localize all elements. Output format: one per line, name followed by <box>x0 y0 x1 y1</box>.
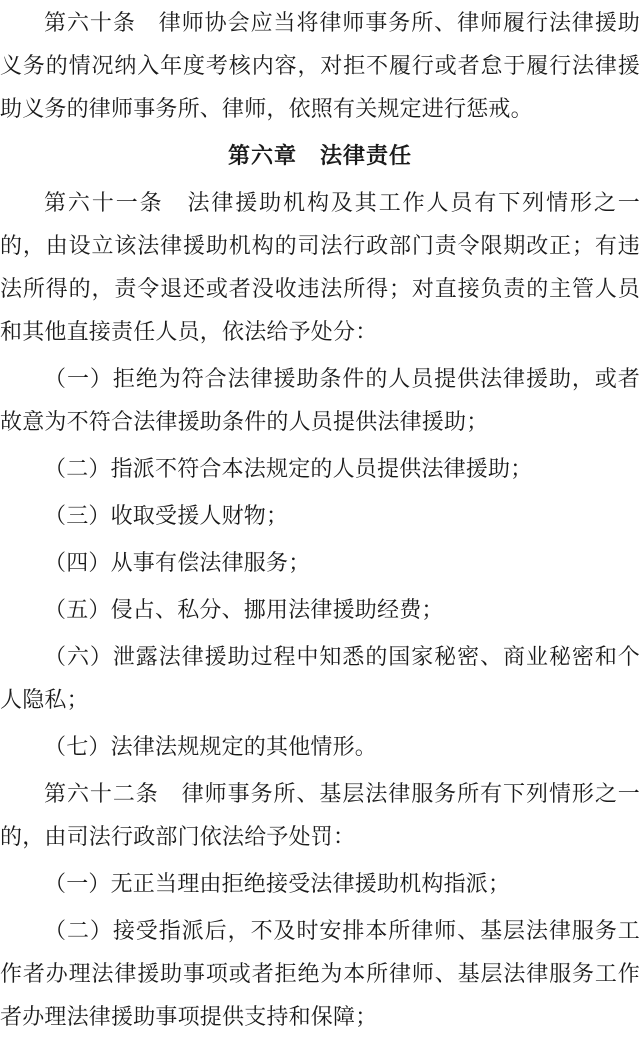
article-62-line-2: 的，由司法行政部门依法给予处罚： <box>0 825 356 850</box>
article-61-item-5: （五）侵占、私分、挪用法律援助经费； <box>44 598 444 623</box>
article-61-item-7: （七）法律法规规定的其他情形。 <box>44 735 378 760</box>
article-62-line-1: 第六十二条 律师事务所、基层法律服务所有下列情形之一 <box>44 782 640 807</box>
article-61-item-6-line-1: （六）泄露法律援助过程中知悉的国家秘密、商业秘密和个 <box>44 645 640 670</box>
article-60-line-1: 第六十条 律师协会应当将律师事务所、律师履行法律援助 <box>44 11 640 36</box>
article-61-item-1-line-1: （一）拒绝为符合法律援助条件的人员提供法律援助，或者 <box>44 367 640 392</box>
article-61-item-6-line-2: 人隐私； <box>0 688 89 713</box>
article-61-line-1: 第六十一条 法律援助机构及其工作人员有下列情形之一 <box>44 191 640 216</box>
article-61-item-2: （二）指派不符合本法规定的人员提供法律援助； <box>44 457 533 482</box>
article-60-line-2: 义务的情况纳入年度考核内容，对拒不履行或者怠于履行法律援 <box>0 54 640 79</box>
article-61-line-3: 法所得的，责令退还或者没收违法所得；对直接负责的主管人员 <box>0 277 640 302</box>
chapter-heading: 第六章 法律责任 <box>227 144 412 169</box>
article-61-item-3: （三）收取受援人财物； <box>44 504 289 529</box>
article-60-line-3: 助义务的律师事务所、律师，依照有关规定进行惩戒。 <box>0 97 533 122</box>
article-62-item-2-line-2: 作者办理法律援助事项或者拒绝为本所律师、基层法律服务工作 <box>0 962 640 987</box>
article-61-item-1-line-2: 故意为不符合法律援助条件的人员提供法律援助； <box>0 410 489 435</box>
article-61-line-2: 的，由设立该法律援助机构的司法行政部门责令限期改正；有违 <box>0 234 640 259</box>
article-61-item-4: （四）从事有偿法律服务； <box>44 551 311 576</box>
article-62-item-1: （一）无正当理由拒绝接受法律援助机构指派； <box>44 872 511 897</box>
article-61-line-4: 和其他直接责任人员，依法给予处分： <box>0 320 378 345</box>
article-62-item-2-line-3: 者办理法律援助事项提供支持和保障； <box>0 1005 378 1030</box>
article-62-item-2-line-1: （二）接受指派后，不及时安排本所律师、基层法律服务工 <box>44 919 640 944</box>
